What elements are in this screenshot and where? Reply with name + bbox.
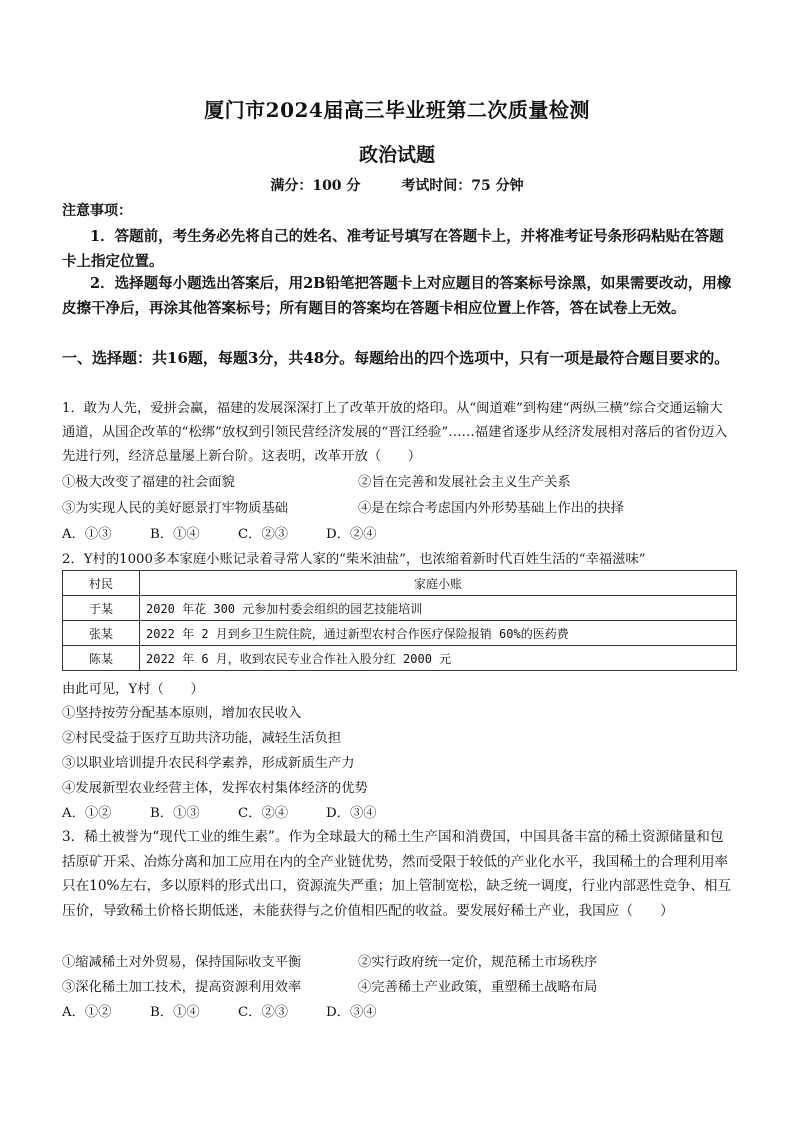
table-cell-villager: 于某 — [63, 596, 140, 621]
q3-choice-c: C．②③ — [238, 1005, 289, 1020]
q3-choices — [62, 1001, 414, 1020]
q2-option-1: ①坚持按劳分配基本原则，增加农民收入 — [62, 706, 302, 721]
q3-choice-b: B．①④ — [150, 1005, 200, 1020]
full-score: 满分：100 分 — [270, 178, 361, 194]
q2-choice-a: A．①② — [62, 806, 112, 821]
table-header-villager: 村民 — [63, 571, 140, 596]
q2-lead: 由此可见，Y村（ ） — [62, 682, 204, 697]
question-3-stem: 3．稀土被誉为“现代工业的维生素”。作为全球最大的稀土生产国和消费国，中国具备丰富的稀土资源储量和包括原矿开采、冶炼分离和加工应用在内的全产业链优势，然而受限于较低的产业化水平，我国稀土的合理利用率只在10%左右，多以原料的形式出口，资源流失严重；加上管制宽松，缺乏统一调度，行业内部恶性竞争、相互压价，导致稀土价格长期低迷，未能获得与之价值相匹配的收益。要发展好稀土产业，我国应（ ） — [62, 829, 732, 919]
table-row — [63, 596, 737, 621]
table-row — [63, 646, 737, 671]
note-item-1: 1．答题前，考生务必先将自己的姓名、准考证号填写在答题卡上，并将准考证号条形码粘贴在答题卡上指定位置。 — [62, 228, 724, 270]
table-cell-villager: 张某 — [63, 621, 140, 646]
q1-option-1: ①极大改变了福建的社会面貌 — [62, 475, 235, 490]
table-header-row — [63, 571, 737, 596]
q2-option-3: ③以职业培训提升农民科学素养，形成新质生产力 — [62, 756, 355, 771]
ledger-table — [62, 570, 737, 671]
exam-meta — [0, 175, 794, 195]
q2-option-2: ②村民受益于医疗互助共济功能，减轻生活负担 — [62, 731, 342, 746]
table-cell-ledger: 2022 年 2 月到乡卫生院住院，通过新型农村合作医疗保险报销 60%的医药费 — [140, 621, 737, 646]
q2-option-4: ④发展新型农业经营主体，发挥农村集体经济的优势 — [62, 781, 368, 796]
q2-choices — [62, 802, 414, 821]
q1-option-2: ②旨在完善和发展社会主义生产关系 — [358, 475, 571, 490]
question-2-stem: 2．Y村的1000多本家庭小账记录着寻常人家的“柴米油盐”，也浓缩着新时代百姓生活的“幸福滋味” — [62, 552, 646, 567]
exam-title: 厦门市2024届高三毕业班第二次质量检测 — [204, 98, 590, 122]
q3-option-4: ④完善稀土产业政策，重塑稀土战略布局 — [358, 980, 598, 995]
q1-choices — [62, 523, 414, 542]
table-cell-ledger: 2020 年花 300 元参加村委会组织的园艺技能培训 — [140, 596, 737, 621]
q1-choice-c: C．②③ — [238, 527, 289, 542]
q1-choice-d: D．②④ — [326, 527, 377, 542]
q1-option-4: ④是在综合考虑国内外形势基础上作出的抉择 — [358, 501, 624, 516]
q2-choice-d: D．③④ — [326, 806, 377, 821]
exam-time: 考试时间：75 分钟 — [401, 178, 524, 194]
q2-choice-b: B．①③ — [150, 806, 200, 821]
table-cell-ledger: 2022 年 6 月，收到农民专业合作社入股分红 2000 元 — [140, 646, 737, 671]
table-row — [63, 621, 737, 646]
q1-option-3: ③为实现人民的美好愿景打牢物质基础 — [62, 501, 289, 516]
notes-heading: 注意事项： — [62, 203, 132, 219]
table-cell-villager: 陈某 — [63, 646, 140, 671]
q1-choice-a: A．①③ — [62, 527, 112, 542]
q3-option-2: ②实行政府统一定价，规范稀土市场秩序 — [358, 955, 598, 970]
exam-subject: 政治试题 — [358, 144, 435, 166]
table-header-ledger: 家庭小账 — [140, 571, 737, 596]
section-heading: 一、选择题：共16题，每题3分，共48分。每题给出的四个选项中，只有一项是最符合题目要求的。 — [62, 349, 730, 367]
q1-choice-b: B．①④ — [150, 527, 200, 542]
question-1-stem: 1．敢为人先，爱拼会赢，福建的发展深深打上了改革开放的烙印。从“闽道难”到构建“两纵三横”综合交通运输大通道，从国企改革的“松绑”放权到引领民营经济发展的“晋江经验”……福建省逐步从经济发展相对落后的省份迈入先进行列，经济总量屡上新台阶。这表明，改革开放（ ） — [62, 401, 728, 464]
q3-option-3: ③深化稀土加工技术，提高资源利用效率 — [62, 980, 302, 995]
q3-choice-d: D．③④ — [326, 1005, 377, 1020]
q3-choice-a: A．①② — [62, 1005, 112, 1020]
note-item-2: 2．选择题每小题选出答案后，用2B铅笔把答题卡上对应题目的答案标号涂黑，如果需要改动，用橡皮擦干净后，再涂其他答案标号；所有题目的答案均在答题卡相应位置上作答，答在试卷上无效。 — [62, 275, 732, 317]
q2-choice-c: C．②④ — [238, 806, 289, 821]
q3-option-1: ①缩减稀土对外贸易，保持国际收支平衡 — [62, 955, 302, 970]
